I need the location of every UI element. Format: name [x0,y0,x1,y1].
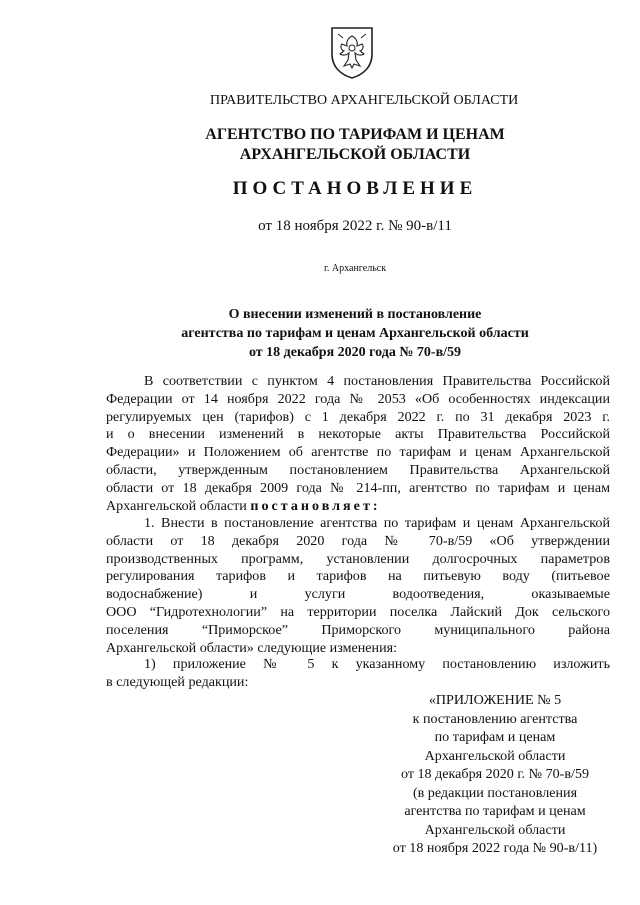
government-name: ПРАВИТЕЛЬСТВО АРХАНГЕЛЬСКОЙ ОБЛАСТИ [210,93,519,108]
appendix-header [370,691,620,858]
appendix-line: (в редакции постановления [412,784,578,801]
paragraph-line: области от 18 декабря 2009 года № 214-пп, агентство по тарифам и ценам [106,479,610,496]
paragraph-line: в следующей редакции: [106,673,249,690]
agency-name-line1: АГЕНТСТВО ПО ТАРИФАМ И ЦЕНАМ [205,126,505,143]
paragraph-line: 1. Внести в постановление агентства по тарифам и ценам Архангельской [144,515,610,531]
resolves-word: постановляет: [250,497,381,514]
subject-line1: О внесении изменений в постановление [228,307,482,322]
paragraph-line [106,498,610,516]
appendix-line: по тарифам и ценам [434,729,556,745]
paragraph-line: и о внесении изменений в некоторые акты Правительства Российской [106,426,610,443]
appendix-line: Архангельской области [424,747,566,764]
agency-name [200,125,510,165]
appendix-line: от 18 ноября 2022 года № 90-в/11) [392,840,598,856]
paragraph-line: водоснабжение) и услуги водоотведения, оказываемые [106,586,610,603]
paragraph-line: В соответствии с пунктом 4 постановления Правительства Российской [144,373,610,389]
paragraph-line: производственных программ, установлении долгосрочных параметров [106,550,610,567]
agency-name-line2: АРХАНГЕЛЬСКОЙ ОБЛАСТИ [239,146,471,163]
document-subject [150,305,560,362]
resolves-prefix: Архангельской области [106,497,251,514]
subject-line2: агентства по тарифам и ценам Архангельской области [181,326,529,341]
paragraph-line: Архангельской области» следующие изменения: [106,639,398,656]
coat-of-arms-icon [328,24,376,80]
appendix-line: к постановлению агентства [412,710,578,727]
document-date-number: от 18 ноября 2022 г. № 90-в/11 [258,218,452,234]
city-name: г. Архангельск [323,263,387,274]
paragraph-line: регулирования тарифов и тарифов на питьевую воду (питьевое [106,568,610,585]
appendix-line: Архангельской области [424,821,566,838]
paragraph-line: Федерации» и Положением об агентстве по тарифам и ценам Архангельской [106,444,610,461]
paragraph-subitem-1 [106,656,610,692]
appendix-line: «ПРИЛОЖЕНИЕ № 5 [428,692,562,708]
paragraph-preamble [106,373,610,515]
paragraph-line: поселения “Приморское” Приморского муниципального района [106,621,610,638]
paragraph-item-1 [106,515,610,657]
paragraph-line: 1) приложение № 5 к указанному постановлению изложить [144,656,610,672]
paragraph-line: области, утвержденным постановлением Правительства Архангельской [106,461,610,478]
paragraph-line: ООО “Гидротехнологии” на территории поселка Лайский Док сельского [106,603,610,620]
appendix-line: агентства по тарифам и ценам [404,803,586,819]
subject-line3: от 18 декабря 2020 года № 70-в/59 [248,345,462,360]
document-type: ПОСТАНОВЛЕНИЕ [232,178,478,199]
paragraph-line: области от 18 декабря 2020 года № 70-в/59 «Об утверждении [106,532,610,549]
paragraph-line: Федерации от 14 ноября 2022 года № 2053 «Об особенностях индексации [106,390,610,407]
appendix-line: от 18 декабря 2020 г. № 70-в/59 [400,766,590,782]
paragraph-line: регулируемых цен (тарифов) с 1 декабря 2022 г. по 31 декабря 2023 г. [106,408,610,425]
